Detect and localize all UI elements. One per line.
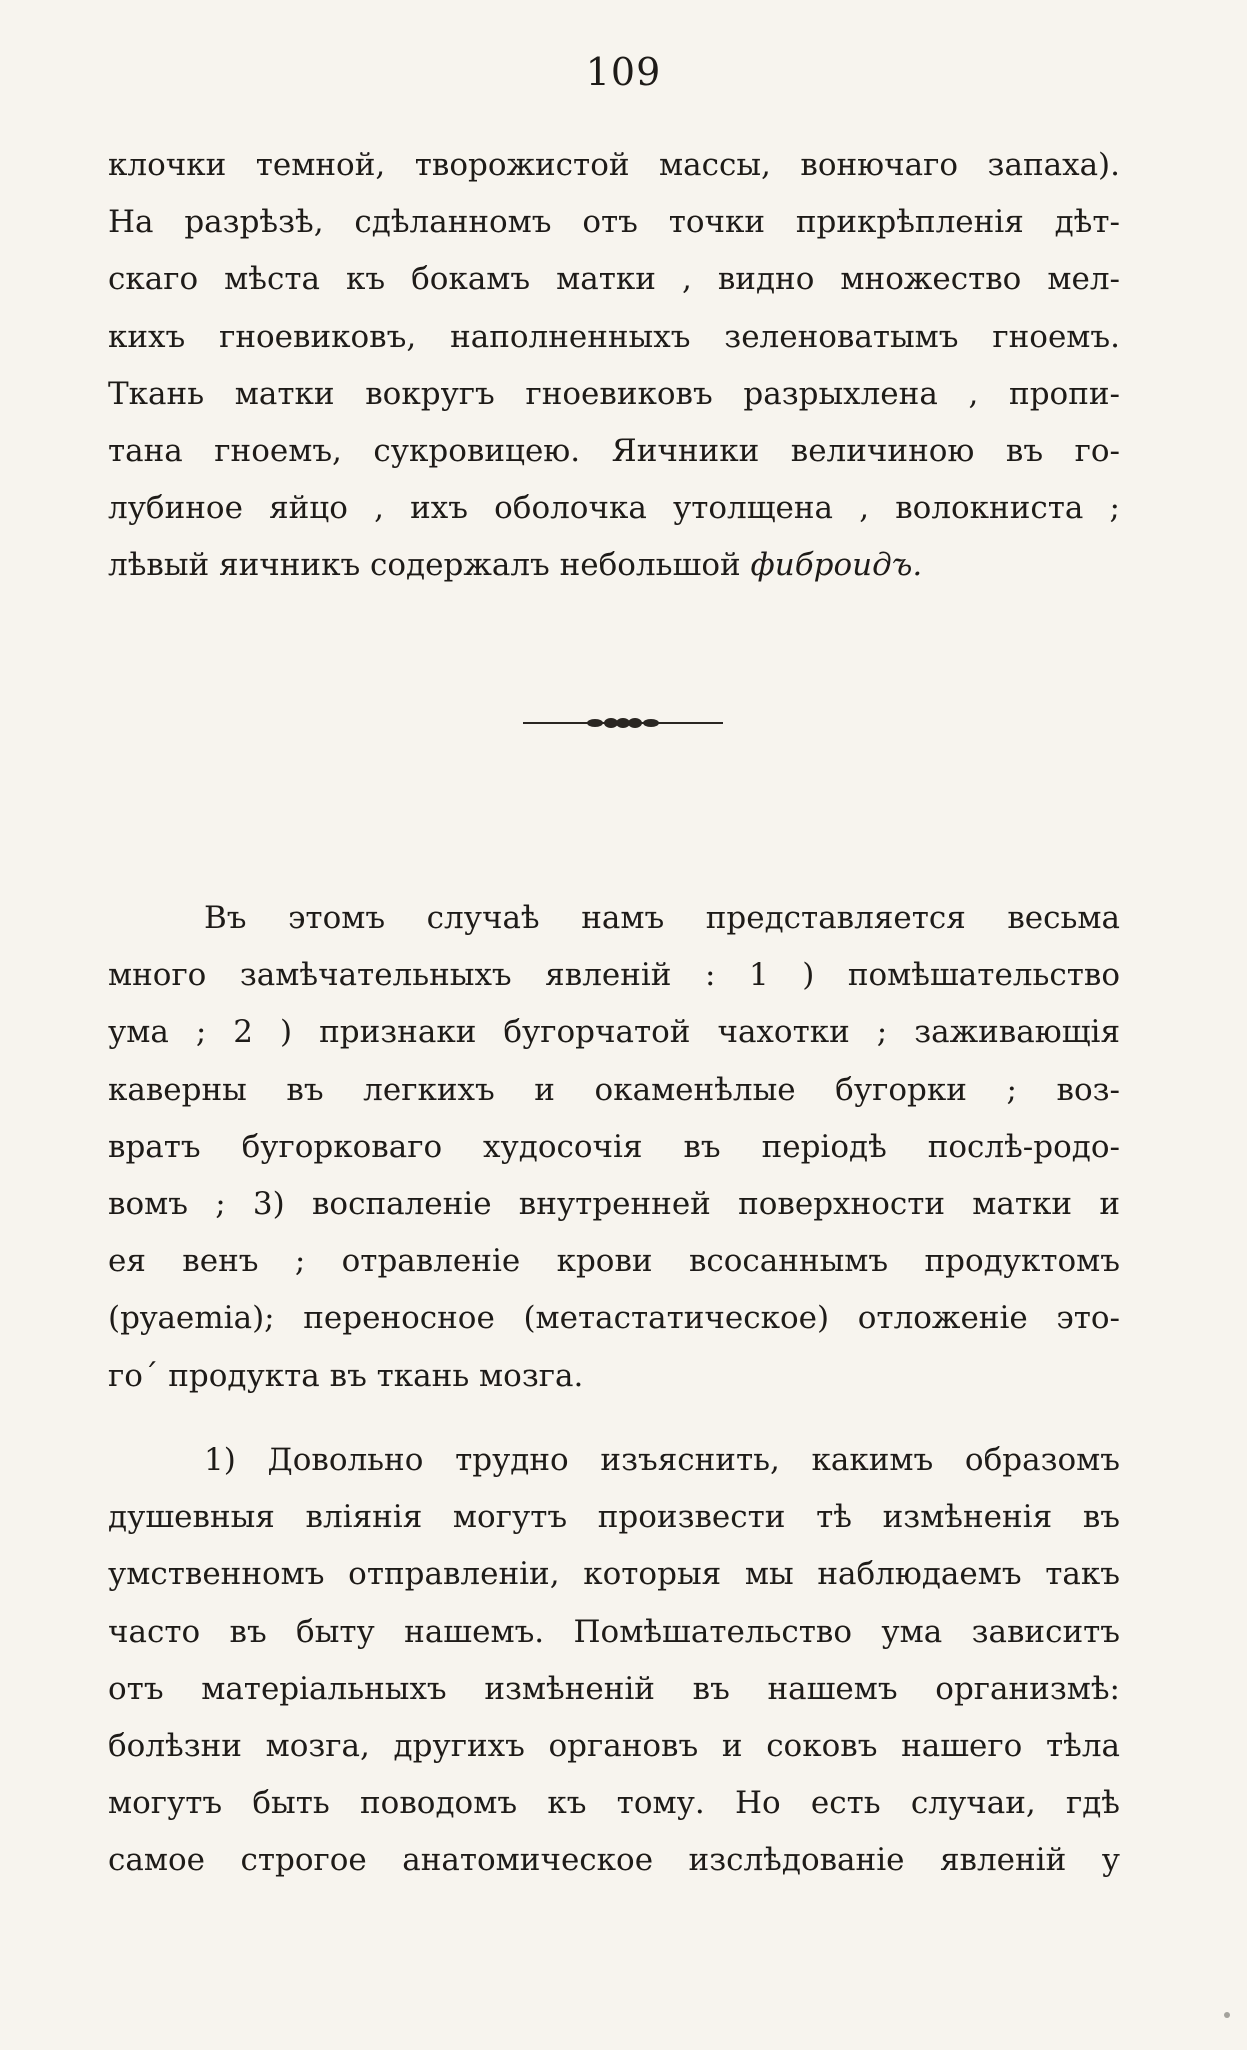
text-line: умственномъ отправленіи, которыя мы наблюдаемъ такъ (108, 1556, 1120, 1593)
text-line: (pyaemia); переносное (метастатическое) отложеніе это- (108, 1300, 1120, 1337)
text-line: скаго мѣста къ бокамъ матки , видно множество мел- (108, 261, 1120, 298)
italic-term: фиброидъ. (750, 547, 923, 584)
text-line: ума ; 2 ) признаки бугорчатой чахотки ; заживающія (108, 1014, 1120, 1051)
text-line-last (108, 537, 1120, 594)
text-line: душевныя вліянія могутъ произвести тѣ измѣненія въ (108, 1499, 1120, 1536)
text-line: болѣзни мозга, другихъ органовъ и соковъ нашего тѣла (108, 1728, 1120, 1765)
text-line: много замѣчательныхъ явленій : 1 ) помѣшательство (108, 957, 1120, 994)
paper-speck (1224, 2012, 1230, 2018)
text-line: кихъ гноевиковъ, наполненныхъ зеленоватымъ гноемъ. (108, 318, 1120, 355)
text-line: вомъ ; 3) воспаленіе внутренней поверхности матки и (108, 1186, 1120, 1223)
text-line: могутъ быть поводомъ къ тому. Но есть случаи, гдѣ (108, 1785, 1120, 1822)
text-line: лубиное яйцо , ихъ оболочка утолщена , волокниста ; (108, 490, 1120, 527)
text-line: ея венъ ; отравленіе крови всосаннымъ продуктомъ (108, 1243, 1120, 1280)
text-line-last: го´ продукта въ ткань мозга. (108, 1357, 584, 1394)
text-line: часто въ быту нашемъ. Помѣшательство ума зависитъ (108, 1613, 1120, 1650)
text-line: тана гноемъ, сукровицею. Яичники величиною въ го- (108, 433, 1120, 470)
text-line: 1) Довольно трудно изъяснить, какимъ образомъ (204, 1442, 1120, 1478)
text-line: отъ матеріальныхъ измѣненій въ нашемъ организмѣ: (108, 1670, 1120, 1707)
line-text: лѣвый яичникъ содержалъ небольшой (108, 547, 741, 584)
paragraph-1 (108, 137, 1120, 595)
text-line: каверны въ легкихъ и окаменѣлые бугорки ; воз- (108, 1071, 1120, 1108)
ornamental-divider (523, 716, 723, 730)
text-line: Ткань матки вокругъ гноевиковъ разрыхлена , пропи- (108, 375, 1120, 412)
paragraph-2 (108, 890, 1120, 1405)
text-line: клочки темной, творожистой массы, вонючаго запаха). (108, 147, 1120, 183)
text-line: Въ этомъ случаѣ намъ представляется весьма (204, 900, 1120, 936)
page-number: 109 (585, 50, 662, 94)
text-line: самое строгое анатомическое изслѣдованіе явленій у (108, 1842, 1120, 1879)
paragraph-3 (108, 1432, 1120, 1890)
text-line: вратъ бугорковаго худосочія въ періодѣ послѣ-родо- (108, 1128, 1120, 1165)
text-line: На разрѣзѣ, сдѣланномъ отъ точки прикрѣпленія дѣт- (108, 204, 1120, 241)
